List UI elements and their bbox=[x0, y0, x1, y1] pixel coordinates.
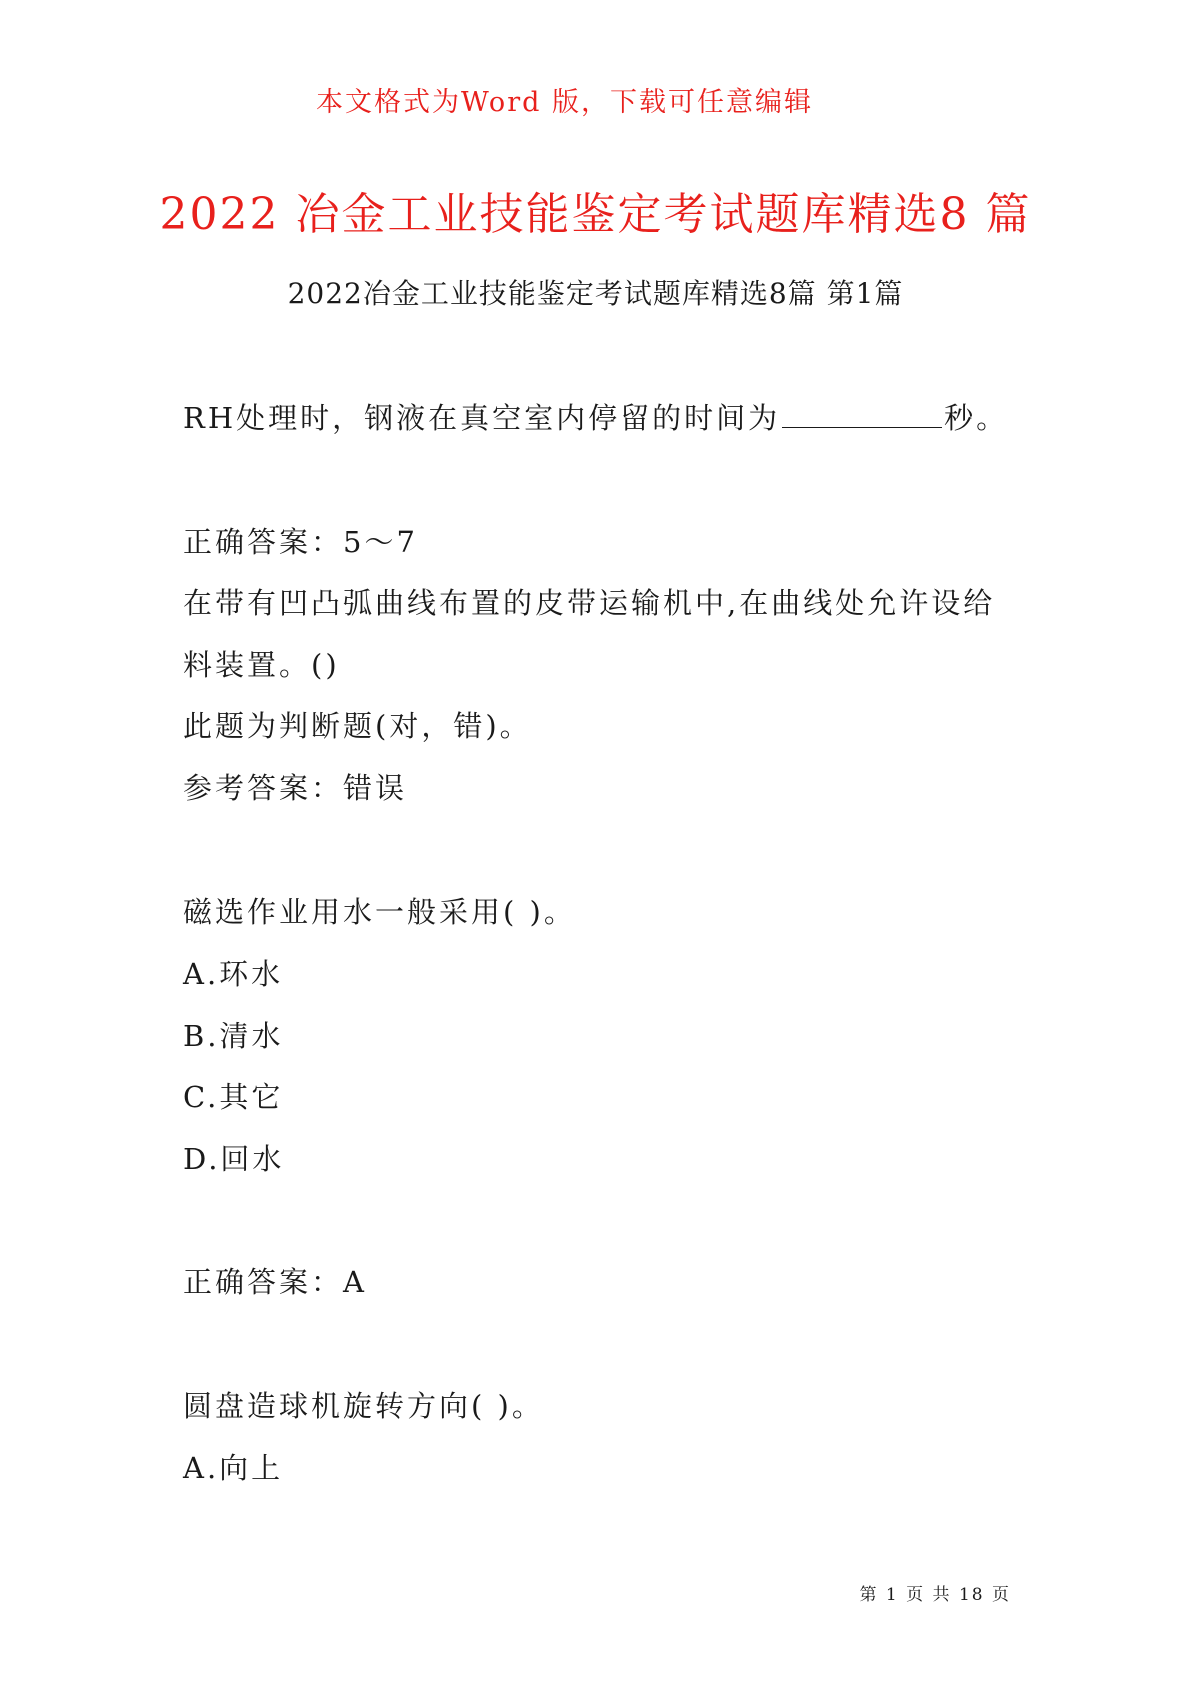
question-1-stem bbox=[183, 398, 1008, 438]
question-3-option-d: D.回水 bbox=[183, 1142, 285, 1176]
question-3-option-c: C.其它 bbox=[183, 1080, 284, 1114]
question-4-stem: 圆盘造球机旋转方向( )。 bbox=[183, 1389, 544, 1423]
question-1-answer: 正确答案：5～7 bbox=[183, 525, 418, 559]
question-2-type-note: 此题为判断题(对，错)。 bbox=[183, 709, 532, 743]
question-3-stem: 磁选作业用水一般采用( )。 bbox=[183, 895, 576, 929]
question-2-stem-line-1: 在带有凹凸弧曲线布置的皮带运输机中,在曲线处允许设给 bbox=[183, 586, 996, 620]
question-1-stem-text: RH处理时，钢液在真空室内停留的时间为 bbox=[183, 401, 781, 435]
page-footer: 第 1 页 共 18 页 bbox=[859, 1585, 1011, 1605]
format-notice: 本文格式为Word 版，下载可任意编辑 bbox=[316, 87, 813, 118]
document-title: 2022 冶金工业技能鉴定考试题库精选8 篇 bbox=[159, 189, 1032, 240]
question-4-option-a: A.向上 bbox=[183, 1451, 284, 1485]
question-3-option-b: B.清水 bbox=[183, 1019, 284, 1053]
question-3-answer: 正确答案：A bbox=[183, 1265, 367, 1299]
question-1-stem-tail: 秒。 bbox=[944, 401, 1009, 435]
question-2-stem-line-2: 料装置。() bbox=[183, 648, 340, 682]
question-2-answer: 参考答案：错误 bbox=[183, 771, 408, 805]
section-subtitle: 2022冶金工业技能鉴定考试题库精选8篇 第1篇 bbox=[287, 277, 904, 310]
answer-blank bbox=[782, 399, 942, 428]
question-3-option-a: A.环水 bbox=[183, 957, 284, 991]
